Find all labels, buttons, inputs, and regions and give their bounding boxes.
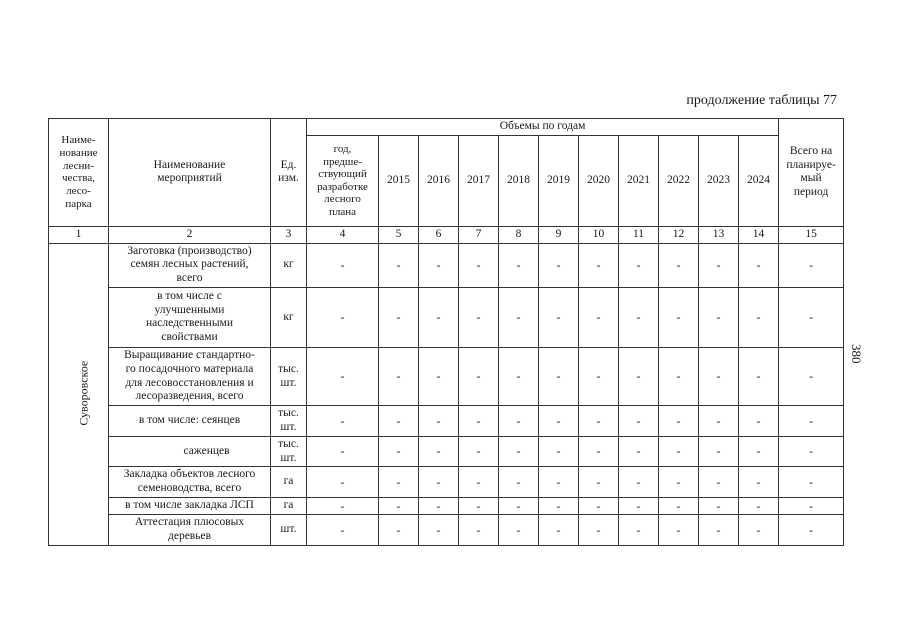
column-number: 2 <box>109 226 271 243</box>
value-cell: - <box>779 406 844 437</box>
value-cell: - <box>739 287 779 347</box>
activity-name: в том числе закладка ЛСП <box>109 497 271 514</box>
column-number: 13 <box>699 226 739 243</box>
header-year: 2024 <box>739 135 779 226</box>
value-cell: - <box>779 467 844 498</box>
header-year: 2015 <box>379 135 419 226</box>
header-year: 2022 <box>659 135 699 226</box>
value-cell: - <box>419 287 459 347</box>
column-number: 4 <box>307 226 379 243</box>
header-year: 2017 <box>459 135 499 226</box>
value-cell: - <box>307 436 379 467</box>
value-cell: - <box>419 406 459 437</box>
value-cell: - <box>459 515 499 546</box>
header-year: 2018 <box>499 135 539 226</box>
value-cell: - <box>619 497 659 514</box>
activity-name: саженцев <box>109 436 271 467</box>
value-cell: - <box>619 515 659 546</box>
value-cell: - <box>779 287 844 347</box>
value-cell: - <box>459 406 499 437</box>
value-cell: - <box>539 515 579 546</box>
value-cell: - <box>419 243 459 287</box>
value-cell: - <box>379 467 419 498</box>
value-cell: - <box>619 243 659 287</box>
activity-name: в том числе с улучшенными наследственными свойствами <box>109 287 271 347</box>
header-total: Всего на планируе- мый период <box>779 119 844 227</box>
value-cell: - <box>379 406 419 437</box>
activity-name: Выращивание стандартно- го посадочного материала для лесовосстановления и лесоразведения, всего <box>109 347 271 405</box>
unit: кг <box>271 287 307 347</box>
value-cell: - <box>419 497 459 514</box>
value-cell: - <box>659 406 699 437</box>
value-cell: - <box>579 287 619 347</box>
value-cell: - <box>459 347 499 405</box>
column-number: 3 <box>271 226 307 243</box>
value-cell: - <box>499 406 539 437</box>
header-unit: Ед. изм. <box>271 119 307 227</box>
header-previous-year: год, предше- ствующий разработке лесного плана <box>307 135 379 226</box>
value-cell: - <box>699 497 739 514</box>
value-cell: - <box>307 287 379 347</box>
column-number: 14 <box>739 226 779 243</box>
value-cell: - <box>619 467 659 498</box>
value-cell: - <box>739 515 779 546</box>
value-cell: - <box>699 406 739 437</box>
value-cell: - <box>699 287 739 347</box>
value-cell: - <box>499 436 539 467</box>
value-cell: - <box>659 467 699 498</box>
header-year: 2023 <box>699 135 739 226</box>
value-cell: - <box>539 406 579 437</box>
value-cell: - <box>779 436 844 467</box>
value-cell: - <box>499 515 539 546</box>
value-cell: - <box>379 347 419 405</box>
value-cell: - <box>659 287 699 347</box>
table-row <box>49 467 844 498</box>
value-cell: - <box>779 497 844 514</box>
activity-name: Заготовка (производство) семян лесных растений, всего <box>109 243 271 287</box>
value-cell: - <box>579 497 619 514</box>
unit: шт. <box>271 515 307 546</box>
column-number: 6 <box>419 226 459 243</box>
value-cell: - <box>307 406 379 437</box>
table-row <box>49 515 844 546</box>
column-number: 5 <box>379 226 419 243</box>
header-volumes-by-year: Объемы по годам <box>307 119 779 136</box>
value-cell: - <box>659 436 699 467</box>
unit: тыс. шт. <box>271 406 307 437</box>
value-cell: - <box>379 243 419 287</box>
column-number: 8 <box>499 226 539 243</box>
value-cell: - <box>739 467 779 498</box>
column-number: 11 <box>619 226 659 243</box>
value-cell: - <box>579 467 619 498</box>
value-cell: - <box>499 287 539 347</box>
header-activity: Наименование мероприятий <box>109 119 271 227</box>
value-cell: - <box>307 515 379 546</box>
header-year: 2019 <box>539 135 579 226</box>
value-cell: - <box>579 406 619 437</box>
unit: га <box>271 467 307 498</box>
header-year: 2020 <box>579 135 619 226</box>
activity-name: в том числе: сеянцев <box>109 406 271 437</box>
value-cell: - <box>779 347 844 405</box>
value-cell: - <box>419 347 459 405</box>
value-cell: - <box>699 467 739 498</box>
value-cell: - <box>379 515 419 546</box>
value-cell: - <box>379 287 419 347</box>
value-cell: - <box>379 436 419 467</box>
value-cell: - <box>539 497 579 514</box>
value-cell: - <box>699 243 739 287</box>
page-number: 380 <box>849 344 864 364</box>
value-cell: - <box>659 497 699 514</box>
activities-table <box>48 118 844 546</box>
column-number: 9 <box>539 226 579 243</box>
value-cell: - <box>739 406 779 437</box>
value-cell: - <box>459 497 499 514</box>
value-cell: - <box>459 243 499 287</box>
value-cell: - <box>699 436 739 467</box>
value-cell: - <box>379 497 419 514</box>
value-cell: - <box>307 467 379 498</box>
unit: кг <box>271 243 307 287</box>
value-cell: - <box>459 436 499 467</box>
value-cell: - <box>539 467 579 498</box>
unit: га <box>271 497 307 514</box>
value-cell: - <box>779 243 844 287</box>
value-cell: - <box>459 287 499 347</box>
column-number: 12 <box>659 226 699 243</box>
unit: тыс. шт. <box>271 436 307 467</box>
column-number: 1 <box>49 226 109 243</box>
header-year: 2016 <box>419 135 459 226</box>
value-cell: - <box>579 347 619 405</box>
column-numbers-row <box>49 226 844 243</box>
value-cell: - <box>539 287 579 347</box>
table-row <box>49 436 844 467</box>
header-year: 2021 <box>619 135 659 226</box>
table-row <box>49 497 844 514</box>
header-forestry: Наиме- нование лесни- чества, лесо- парка <box>49 119 109 227</box>
value-cell: - <box>699 347 739 405</box>
value-cell: - <box>419 515 459 546</box>
column-number: 10 <box>579 226 619 243</box>
activity-name: Закладка объектов лесного семеноводства, всего <box>109 467 271 498</box>
value-cell: - <box>739 243 779 287</box>
value-cell: - <box>459 467 499 498</box>
value-cell: - <box>739 347 779 405</box>
table-row <box>49 347 844 405</box>
value-cell: - <box>307 497 379 514</box>
value-cell: - <box>659 347 699 405</box>
value-cell: - <box>739 497 779 514</box>
value-cell: - <box>499 467 539 498</box>
value-cell: - <box>579 243 619 287</box>
value-cell: - <box>579 515 619 546</box>
value-cell: - <box>739 436 779 467</box>
value-cell: - <box>539 436 579 467</box>
value-cell: - <box>499 497 539 514</box>
value-cell: - <box>579 436 619 467</box>
value-cell: - <box>659 243 699 287</box>
value-cell: - <box>419 467 459 498</box>
forestry-name: Суворовское <box>49 243 109 545</box>
value-cell: - <box>307 347 379 405</box>
value-cell: - <box>619 287 659 347</box>
value-cell: - <box>699 515 739 546</box>
table-row <box>49 287 844 347</box>
value-cell: - <box>307 243 379 287</box>
value-cell: - <box>419 436 459 467</box>
value-cell: - <box>619 406 659 437</box>
value-cell: - <box>659 515 699 546</box>
table-row <box>49 406 844 437</box>
column-number: 7 <box>459 226 499 243</box>
value-cell: - <box>539 347 579 405</box>
activity-name: Аттестация плюсовых деревьев <box>109 515 271 546</box>
value-cell: - <box>539 243 579 287</box>
value-cell: - <box>499 347 539 405</box>
table-caption: продолжение таблицы 77 <box>686 93 837 108</box>
column-number: 15 <box>779 226 844 243</box>
value-cell: - <box>779 515 844 546</box>
unit: тыс. шт. <box>271 347 307 405</box>
value-cell: - <box>499 243 539 287</box>
value-cell: - <box>619 436 659 467</box>
value-cell: - <box>619 347 659 405</box>
table-row <box>49 243 844 287</box>
